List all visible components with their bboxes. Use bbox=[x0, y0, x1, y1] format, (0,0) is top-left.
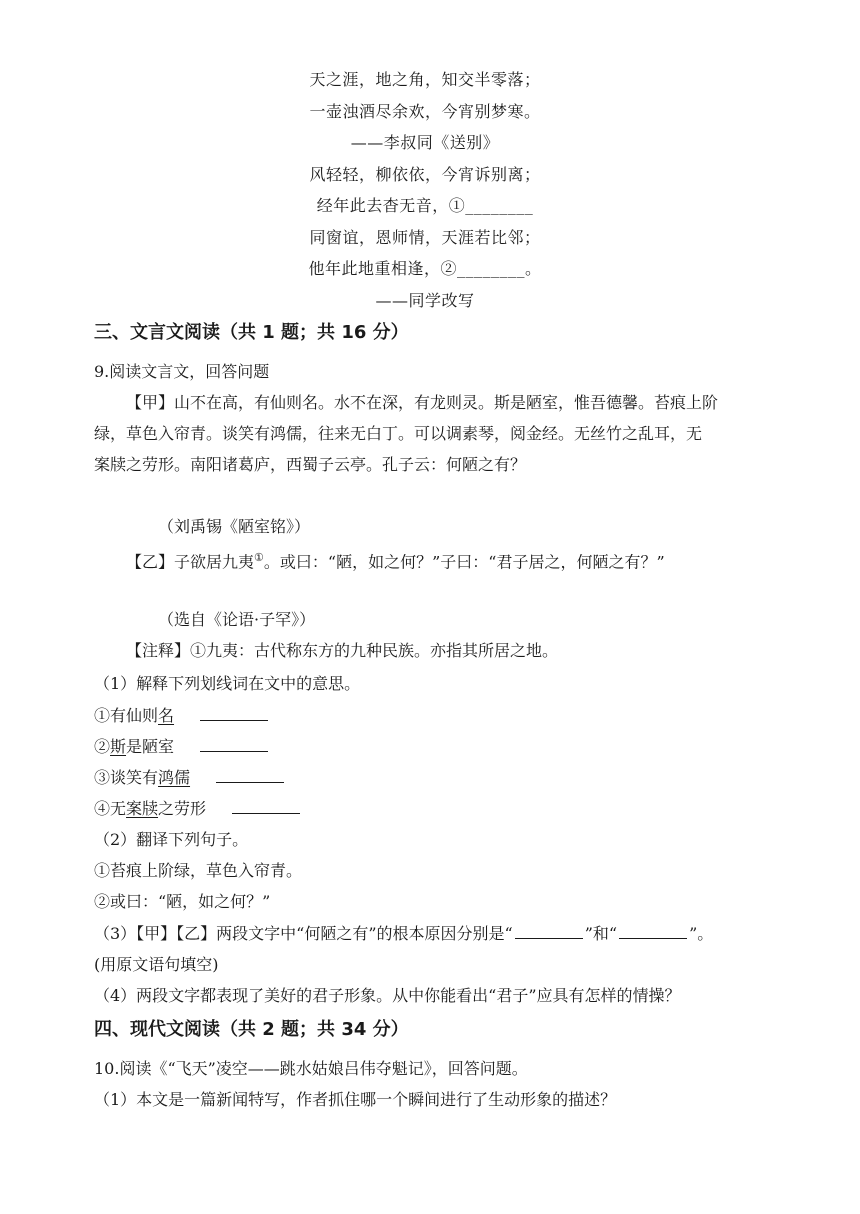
word-item-1 bbox=[94, 704, 270, 728]
question-10-sub-1: （1）本文是一篇新闻特写，作者抓住哪一个瞬间进行了生动形象的描述？ bbox=[94, 1090, 617, 1109]
note-text: ①九夷：古代称东方的九种民族。亦指其所居之地。 bbox=[190, 641, 559, 660]
annotation-note bbox=[126, 639, 558, 663]
poem-line: 同窗谊，恩师情，天涯若比邻； bbox=[309, 227, 541, 247]
word-item-text: ①有仙则 bbox=[94, 706, 159, 725]
word-item-text: 是陋室 bbox=[126, 737, 175, 756]
word-item-2 bbox=[94, 735, 270, 759]
poem-attribution: ——同学改写 bbox=[375, 290, 475, 310]
underlined-word: 鸿儒 bbox=[158, 768, 191, 787]
passage-text: 。或曰：“陋，如之何？”子曰：“君子居之，何陋之有？” bbox=[263, 552, 665, 572]
passage-yi bbox=[126, 546, 665, 574]
subquestion-text: （3）【甲】【乙】两段文字中“何陋之有”的根本原因分别是“ bbox=[94, 924, 513, 943]
poem-line-blank-2: 他年此地重相逢，②________。 bbox=[308, 259, 542, 278]
translate-sentence-1: ①苔痕上阶绿，草色入帘青。 bbox=[94, 861, 303, 880]
word-item-text: ③谈笑有 bbox=[94, 768, 159, 787]
poem-block bbox=[0, 64, 850, 316]
subquestion-3-instruction: (用原文语句填空) bbox=[94, 955, 219, 974]
answer-blank[interactable] bbox=[619, 922, 687, 939]
answer-blank[interactable] bbox=[232, 797, 300, 814]
passage-text: 山不在高，有仙则名。水不在深，有龙则灵。斯是陋室，惟吾德馨。苔痕上阶 bbox=[174, 393, 719, 412]
question-10-prompt: 10.阅读《“飞天”凌空——跳水姑娘吕伟夺魁记》，回答问题。 bbox=[94, 1059, 528, 1078]
passage-jia-line-2: 绿，草色入帘青。谈笑有鸿儒，往来无白丁。可以调素琴，阅金经。无丝竹之乱耳，无 bbox=[94, 424, 703, 443]
answer-blank[interactable] bbox=[200, 704, 268, 721]
subquestion-2: （2）翻译下列句子。 bbox=[94, 830, 249, 849]
subquestion-1: （1）解释下列划线词在文中的意思。 bbox=[94, 674, 361, 693]
translate-sentence-2: ②或曰：“陋，如之何？” bbox=[94, 892, 271, 911]
passage-jia-line-3: 案牍之劳形。南阳诸葛庐，西蜀子云亭。孔子云：何陋之有？ bbox=[94, 455, 527, 474]
answer-blank[interactable] bbox=[515, 922, 583, 939]
underlined-word: 斯 bbox=[110, 737, 127, 756]
passage-jia-line-1 bbox=[126, 391, 718, 415]
underlined-word: 案牍 bbox=[126, 799, 159, 818]
subquestion-text: ”。 bbox=[689, 924, 714, 943]
subquestion-text: ”和“ bbox=[584, 924, 618, 943]
poem-line: 风轻轻，柳依依，今宵诉别离； bbox=[309, 164, 541, 184]
passage-label: 【乙】 bbox=[126, 552, 175, 572]
word-item-4 bbox=[94, 797, 302, 821]
word-item-text: 之劳形 bbox=[158, 799, 207, 818]
passage-jia-source: （刘禹锡《陋室铭》） bbox=[158, 517, 311, 536]
subquestion-3 bbox=[94, 922, 713, 946]
passage-label: 【甲】 bbox=[126, 393, 175, 412]
word-item-text: ④无 bbox=[94, 799, 127, 818]
subquestion-4: （4）两段文字都表现了美好的君子形象。从中你能看出“君子”应具有怎样的情操？ bbox=[94, 986, 681, 1005]
word-item-text: ② bbox=[94, 737, 111, 756]
poem-line: 天之涯，地之角，知交半零落； bbox=[309, 70, 541, 89]
answer-blank[interactable] bbox=[216, 766, 284, 783]
poem-attribution: ——李叔同《送别》 bbox=[350, 133, 500, 152]
underlined-word: 名 bbox=[158, 706, 175, 725]
passage-text: 子欲居九夷 bbox=[174, 552, 255, 572]
poem-line-blank-1: 经年此去杳无音，①________ bbox=[316, 196, 534, 215]
poem-line: 一壶浊酒尽余欢，今宵别梦寒。 bbox=[309, 101, 541, 121]
question-9-prompt: 9.阅读文言文，回答问题 bbox=[94, 362, 270, 381]
answer-blank[interactable] bbox=[200, 735, 268, 752]
section-heading-modern: 四、现代文阅读（共 2 题；共 34 分） bbox=[94, 1019, 409, 1040]
word-item-3 bbox=[94, 766, 286, 790]
passage-yi-source: （选自《论语·子罕》） bbox=[158, 610, 316, 629]
note-label: 【注释】 bbox=[126, 641, 191, 660]
section-heading-classical: 三、文言文阅读（共 1 题；共 16 分） bbox=[94, 322, 409, 343]
footnote-marker: ① bbox=[254, 551, 264, 564]
